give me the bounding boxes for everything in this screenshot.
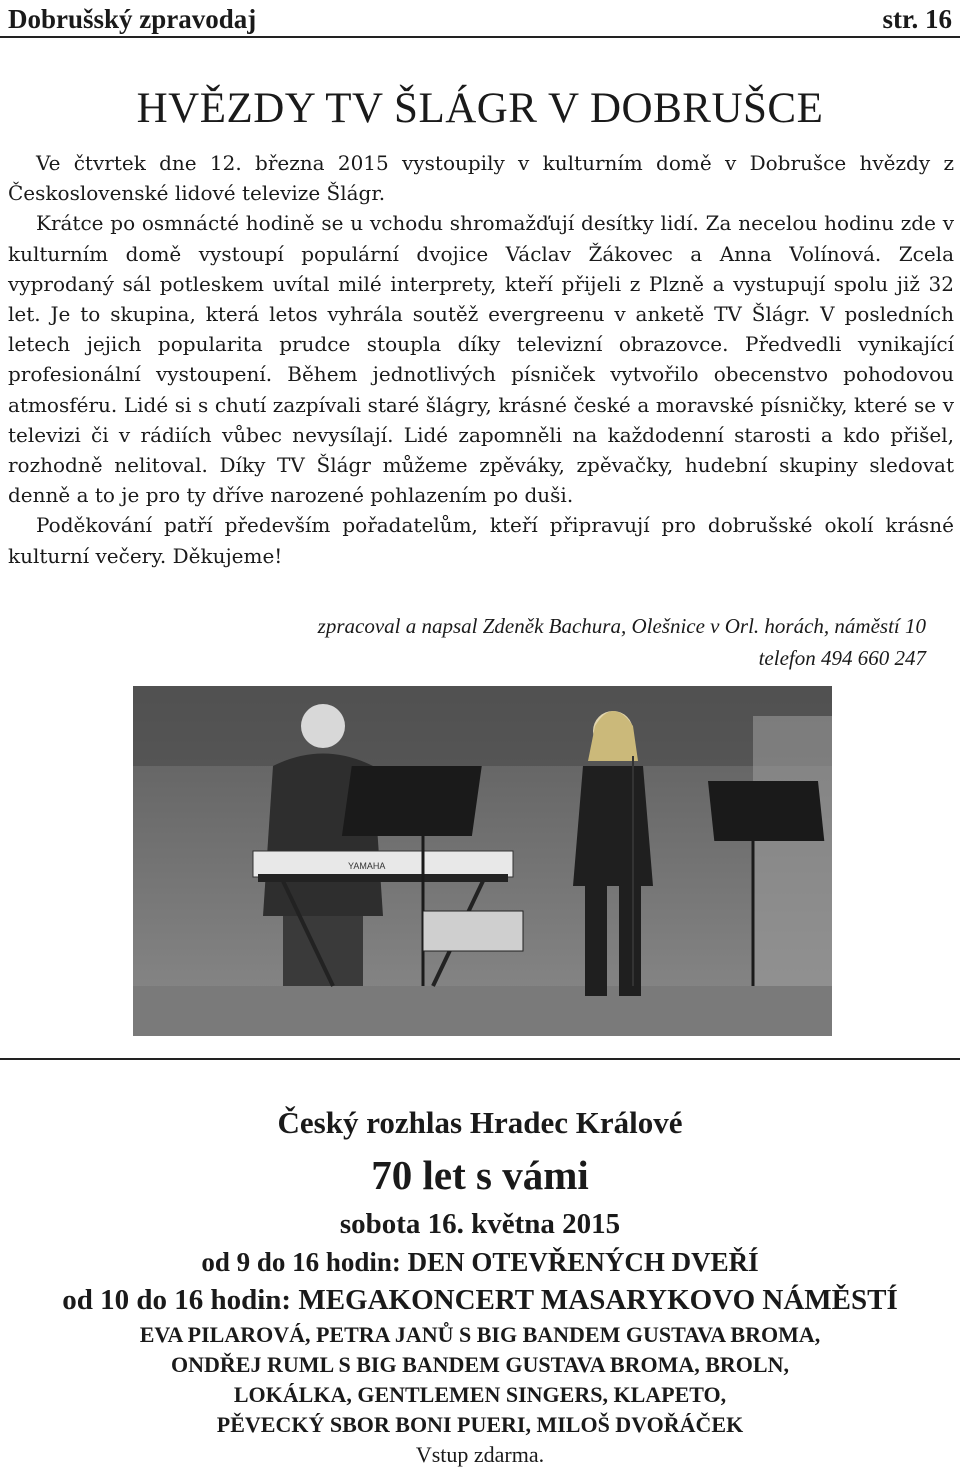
- newsletter-title: Dobrušský zpravodaj: [8, 4, 257, 34]
- admission-note: Vstup zdarma.: [415, 1442, 545, 1467]
- event-date: sobota 16. května 2015: [339, 1208, 621, 1240]
- concert-announcement: [0, 1100, 960, 1470]
- byline-phone: telefon 494 660 247: [758, 646, 926, 670]
- article-headline: HVĚZDY TV ŠLÁGR V DOBRUŠCE: [136, 85, 824, 132]
- article-body: [8, 148, 954, 571]
- article-paragraph: Krátce po osmnácté hodině se u vchodu shromažďují desítky lidí. Za necelou hodinu zde v kulturním domě vystoupí populární dvojice Václav Žákovec a Anna Volínová. Zcela vyprodaný sál potleskem uvítal milé interprety, kteří přijeli z Plzně a vystupují spolu již 32 let. Je to skupina, která letos vyhrála soutěž evergreenu v anketě TV Šlágr. V posledních letech jejich popularita prudce stoupla díky televizní obrazovce. Předvedli vynikající profesionální vystoupení. Během jednotlivých písniček vytvořilo obecenstvo pohodovou atmosféru. Lidé si s chutí zazpívali staré šlágry, krásné české a moravské písničky, které se v televizi či v rádiích vůbec nevysílají. Lidé zapomněli na každodenní starosti a kdo přišel, rozhodně nelitoval. Díky TV Šlágr můžeme zpěváky, zpěvačky, hudební skupiny sledovat denně a to je pro ty dříve narozené pohlazením po duši.: [8, 211, 954, 508]
- anniversary-slogan: 70 let s vámi: [371, 1152, 589, 1198]
- article-paragraph: Poděkování patří především pořadatelům, kteří připravují pro dobrušské okolí krásné kulturní večery. Děkujeme!: [8, 513, 954, 568]
- performer-line: LOKÁLKA, GENTLEMEN SINGERS, KLAPETO,: [233, 1382, 727, 1407]
- keyboard-brand: YAMAHA: [348, 861, 386, 871]
- megaconcert-line: od 10 do 16 hodin: MEGAKONCERT MASARYKOVO NÁMĚSTÍ: [62, 1284, 898, 1316]
- article-byline: [0, 610, 926, 674]
- page-number: str. 16: [882, 4, 952, 34]
- article-paragraph: Ve čtvrtek dne 12. března 2015 vystoupily v kulturním domě v Dobrušce hvězdy z Československé lidové televize Šlágr.: [8, 151, 954, 206]
- station-name: Český rozhlas Hradec Králové: [277, 1105, 683, 1140]
- performer-line: ONDŘEJ RUML S BIG BANDEM GUSTAVA BROMA, BROLN,: [171, 1352, 789, 1377]
- section-divider: [0, 1058, 960, 1060]
- performer-line: PĚVECKÝ SBOR BONI PUERI, MILOŠ DVOŘÁČEK: [216, 1412, 744, 1437]
- byline-author: zpracoval a napsal Zdeněk Bachura, Olešnice v Orl. horách, náměstí 10: [317, 614, 926, 638]
- performer-line: EVA PILAROVÁ, PETRA JANŮ S BIG BANDEM GUSTAVA BROMA,: [139, 1322, 821, 1347]
- page-header: [8, 0, 952, 38]
- concert-photo: [133, 686, 832, 1036]
- header-divider: [0, 36, 960, 38]
- open-day-line: od 9 do 16 hodin: DEN OTEVŘENÝCH DVEŘÍ: [201, 1247, 759, 1277]
